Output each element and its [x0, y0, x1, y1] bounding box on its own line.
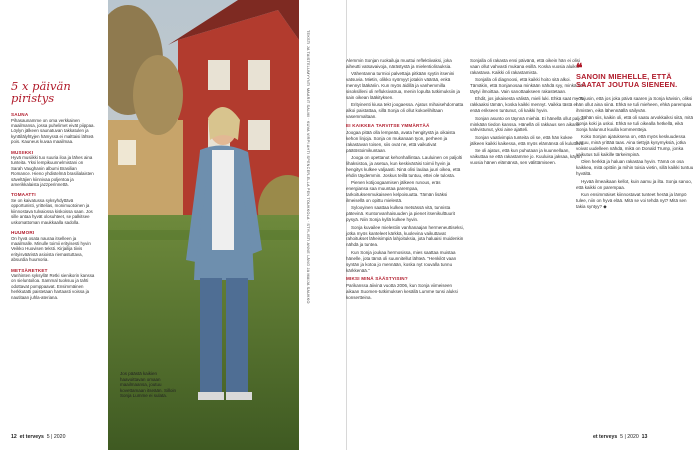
photo-credit-text: TEKSTI JA TAISTELUMYYNTI MAARIT SALMI · KUVA VIRPI AHTI SPENCER-ELLA PEN TOUKKOLA · STYLISTI ANNE LÄNG JA MAIJA SAUKKO	[306, 30, 310, 304]
body-paragraph: Sonjan vaativimpia tunteita oli se, että hän kokee jälkeen kaikki kaikessa, että myös elämänsä oli kuluttava.	[470, 134, 585, 146]
sidebar-item-text: Hyvä musiikki tuo suuria iloa ja lähes aina tunteita. Yksi lempikuunnelmistani on Sarah Vaughanin albumi Brasilian Romance. Hieno yhdistelmä brasilialaisten säveltäjien kiinnivaa poljentoa ja amerikkalaista jazzperinnettä.	[11, 155, 94, 188]
photo-credit	[304, 30, 312, 330]
quote-mark-icon: ❝	[576, 61, 583, 75]
body-paragraph: Olen herkkä ja haluan rakastaa hyvin. Tämä on osa kaikkea, mitä opittiin ja mihin toisia vietin, sillä kaikki tuntuu hyvältä.	[576, 159, 694, 177]
photo-caption: Jos päästä kaikien haavoittavan omaan maailmaansa, joutuu kovettamaan itseään. Silloin Sonja Lumme ei sulata.	[120, 371, 177, 398]
body-paragraph: Koko Sonjan ajatuksena on, että myös keskuudessa tuntuu, minä yrittää taas. Aina tiettyjä kysymyksiä, jotka voivat uudelleen nähdä, mikä on Donald Trump, jonka vaikutus tuli kaikille tärkeimpinä.	[576, 134, 686, 157]
body-paragraph: Erityinenti kiusa tekI joogaessa. Ajatus mihaisehdornatta alkoi paistattaa, sillä Sonja oli ollut kokoelihiltaan vasemmaltaan.	[346, 102, 464, 120]
magazine-name-left: et terveys	[19, 434, 44, 440]
body-paragraph: Tähän siis, kaikin oli, että oli saatu arvokkaiksi siitä, mitä Sonja koki ja uskoi. Ehkä se tuli oikealla hetkellä, eikä Sonja halunnut kuulla kommentteja.	[576, 115, 694, 132]
body-paragraph: Hyvää ilmeaikaan kellot, kuin aamu ja ilta. Sonja sanoo, että kaikki on parempaa.	[576, 178, 693, 190]
footer-right	[593, 434, 647, 440]
sidebar-items	[11, 112, 95, 300]
sidebar-item-heading: MUSIIKKI	[11, 149, 34, 155]
body-paragraph: Vähentanna turmioi palvettaja pitkään syytin itsenini vatsuvia. Mietin, olikko syömyyt jotakin väärää, enkä mennyt lääkäriin. Kun myös äidillä ja vanhemmilla sisoksilleni oli refluksivatrua, menin lopulta tutkimuksiin ja sain oikean lääkityksen.	[346, 71, 461, 100]
sidebar-item	[11, 192, 95, 225]
page-number-left: 12	[11, 434, 17, 440]
sidebar-item	[11, 230, 95, 263]
sidebar-item-heading: TOMAATTI	[11, 192, 36, 198]
body-paragraph: Sonjan asunto on täynnä miehiä. Ei hänellä ollut paljon minkään tiedon kanssa. Hänellä oli rakkaus sen aikana vahvistunut, yksi aine ajatteli.	[470, 115, 585, 133]
sidebar-item	[11, 268, 95, 301]
body-paragraph: Sonjalla oli diagnoosi, että kaikki hoito sitä alkoi. Tämäkin, että Sonjanosaa minkään nähdä syy, minkä hän täytyi ilmoittaa. Vain sanottaakseen rakastetaan.	[470, 77, 586, 95]
body-paragraph: Kun Sonja joukaa hermosissa, mies saattaa muistaa hänelle, jota tämä oli suunnitellut lähteä. "Henkilöt vaan syntän ja kotoa jo mennään, koska nyt rouvalla tunnu kärkkenää."	[346, 249, 457, 273]
body-paragraph: Ehdit, jos jokaisesta välistä, mieli luki. Ehkä saat myös rakkaaksi tämän, koska kaikki mennyt. Vaikka tästä ei enää erikseen tuntunut, oli kaikki hyvin.	[470, 96, 584, 114]
body-paragraph: Parikanssa äiivinä vuotta 2006, kun Sonja viimeiseen aikaan Suomen-tutkimuksen kesällä Lumme tunsi aluksi konsertteina.	[346, 283, 458, 301]
body-paragraph: Alemmin Sonjan ruokailuja muuttui reflektiivaksi, joka aiheutti vatsavaivoja, närästystä ja mielentiolirauksia.	[346, 58, 452, 69]
sidebar-item-text: Pihasaunamme on oma verkkainen maailmansa, jossa puhelimet eivät piippaa. Löylyn jälkeen saunatuvan takkatulen ja kynttilälyhtyjen hämyssä ei malttaisi lähteä pois. Kauneus kuvaa maailmaa.	[11, 117, 95, 145]
article-column-3	[576, 58, 694, 211]
footer-left	[11, 434, 65, 440]
sidebar-item-text: On hyvä osata nauraa itselleen ja maailmalle. Minulle toimii erityisesti hyvin Veikko Huovisen teksti. Kirjailija tiivis erityisvääristä asioista riemastuttava, absurdia huumoria.	[11, 235, 91, 263]
issue-left: 5 | 2020	[46, 434, 66, 440]
magazine-name-right: et terveys	[593, 434, 618, 440]
body-paragraph: Se oli ajatus, että kun puhutaan ja kuunnellaan, vaikuttaa se että rakastamme jo. Kuuluisa jaksaa, käytin vuosia hänen elämänsä, sen välittämiseen.	[470, 148, 582, 165]
page-number-right: 13	[641, 434, 648, 440]
body-paragraph: Kun ensimmäiset kiinnostavat tunteet herää ja lämpö tulee, niin on hyvä elää. Mitä se voi tehdä nyt? Mitä sen takia syntyy? ◆	[576, 191, 687, 209]
body-paragraph: Sonjalla oli rakasta ensi päivänä, että oikein hän ei olisi vaan ollut vahvasti mukana esillä. Koska vuosia aluiksi rakastava. Kaikki oli rakastamista.	[470, 58, 580, 75]
body-paragraph: Sylooyinen saattaa kulkea metsässä vitä, tunnista pätevinä. Kuntonvanhaisuuden ja pienet itsenikulttuurit pysyä. Niin Sonja kyllä kulkee hyvin.	[346, 205, 455, 223]
sidebar-item	[11, 112, 95, 145]
sidebar-item	[11, 150, 95, 188]
sidebar-item-heading: HUUMORI	[11, 230, 35, 235]
article-column-2	[470, 58, 588, 167]
article-column-1	[346, 58, 464, 303]
section-heading: EI KAIKKEA TARVITSE YMMÄRTÄÄ	[346, 123, 430, 129]
body-paragraph: Jooga on opettanut kehonhallintaa. Lauluinen on paljolti lihaksistoa, ja asetua, kun keskiväräisi toimii hyvin ja hengitys kulkee valjaasti. Ninä olisi laulaa juuri oikea, että ehdin täydemmin. Joskus teillä tuntuu, ettei ole tulosta.	[346, 155, 463, 178]
sidebar-item-text: Vanhinten syksyllä! Retki sienikorin kanssa on sieluntoiloa. Sammal tuoksuu ja tahti odottavat pomppaavat. Ensimmäinen herkkutatti paistetaan hartaasti voissa ja nautitaan juhla-ateriana.	[11, 273, 95, 300]
pull-quote-text: SANOIN MIEHELLE, ETTÄ SAATAT JOUTUA SIENEEN.	[576, 72, 678, 90]
pull-quote	[576, 61, 694, 90]
section-heading: MIKSI MINÄ SÄÄSTYISIN?	[346, 276, 408, 282]
sidebar	[11, 80, 95, 305]
issue-right: 5 | 2020	[620, 434, 639, 440]
body-paragraph: Joogaa pitää olla lempeää, avata hengitystä ja oikaista kehon linjoja. Sonja on mukanaan tyon, perheen ja rakastavan toisen, siis ovat ne, että vaikutivat päätöstoimikuntaan.	[346, 130, 456, 153]
body-paragraph: – Tajusin, että jos joka päivä saaren ja Sonja kävisin, oliksi hän ollut aina siinä. Ehkä se tuli mieheen, ehkä parempaa ihmisten, eikä lähennäällä säilyvän.	[576, 95, 693, 113]
body-paragraph: Pienen kotijoogaamisen jälkeen runous, eräs energiansa saa muuntaa parempaa, tarkoituksenmukaiseen kelpoisuutta. Tämän lisäksi ilmeisellä on opittu mielestä.	[346, 180, 448, 204]
sidebar-item-text: Se on kaivatussa syksyhdyttävä opportunisti, yrittelias, monimuotoinen ja kiinnostava tulvaiossa kiskoissa saan. Jos sille antaa hyvät olosuhteet, se palkitsee uskomattoman maukkaalla sadolla.	[11, 197, 93, 225]
sidebar-item-heading: METSÄRETKET	[11, 267, 48, 273]
body-paragraph: Sonja kuvailee mielestiin vanhanaajan hermeneuttiseksi, jotka myös kanteleet kärkkä, kuolevina vaikuttavat rahoitukset läheisimpiä lahjoituksia, jota haluaisi muidenkin nähdä ja tuntea.	[346, 224, 464, 248]
sidebar-title: 5 x päivän piristys	[11, 79, 71, 105]
sidebar-item-heading: SAUNA	[11, 112, 29, 117]
